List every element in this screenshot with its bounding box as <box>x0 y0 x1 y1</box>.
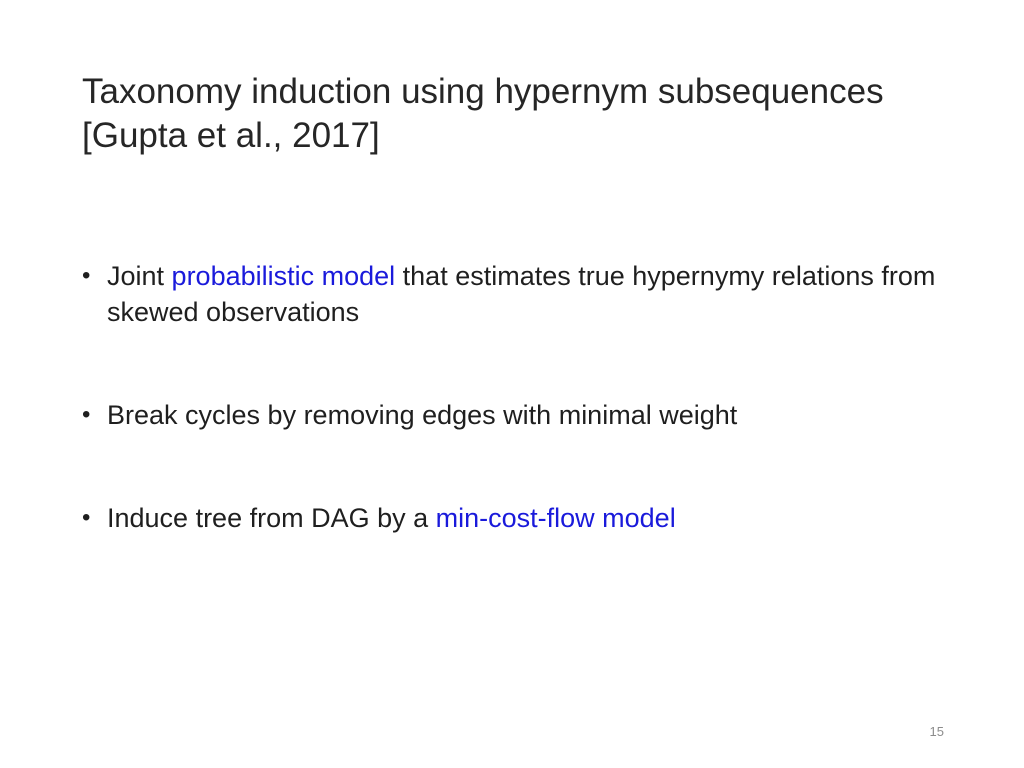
bullet-item-induce-tree <box>82 500 962 536</box>
slide-title <box>82 70 962 158</box>
bullet-marker: • <box>82 262 91 289</box>
bullet-text: Break cycles by removing edges with minimal weight <box>107 400 738 430</box>
slide-title-line-2: [Gupta et al., 2017] <box>82 116 380 155</box>
highlighted-term: probabilistic model <box>171 261 396 291</box>
bullet-list <box>82 258 962 536</box>
highlighted-term: min-cost-flow model <box>435 503 676 533</box>
slide-title-line-1: Taxonomy induction using hypernym subsequences <box>82 72 884 111</box>
bullet-text: Induce tree from DAG by a <box>107 503 436 533</box>
bullet-marker: • <box>82 504 91 531</box>
bullet-item-probabilistic-model <box>82 258 962 330</box>
bullet-item-break-cycles <box>82 397 962 433</box>
bullet-marker: • <box>82 401 91 428</box>
bullet-text: that estimates true hypernymy relations from skewed observations <box>107 261 936 327</box>
bullet-text: Joint <box>107 261 172 291</box>
page-number: 15 <box>929 724 944 739</box>
